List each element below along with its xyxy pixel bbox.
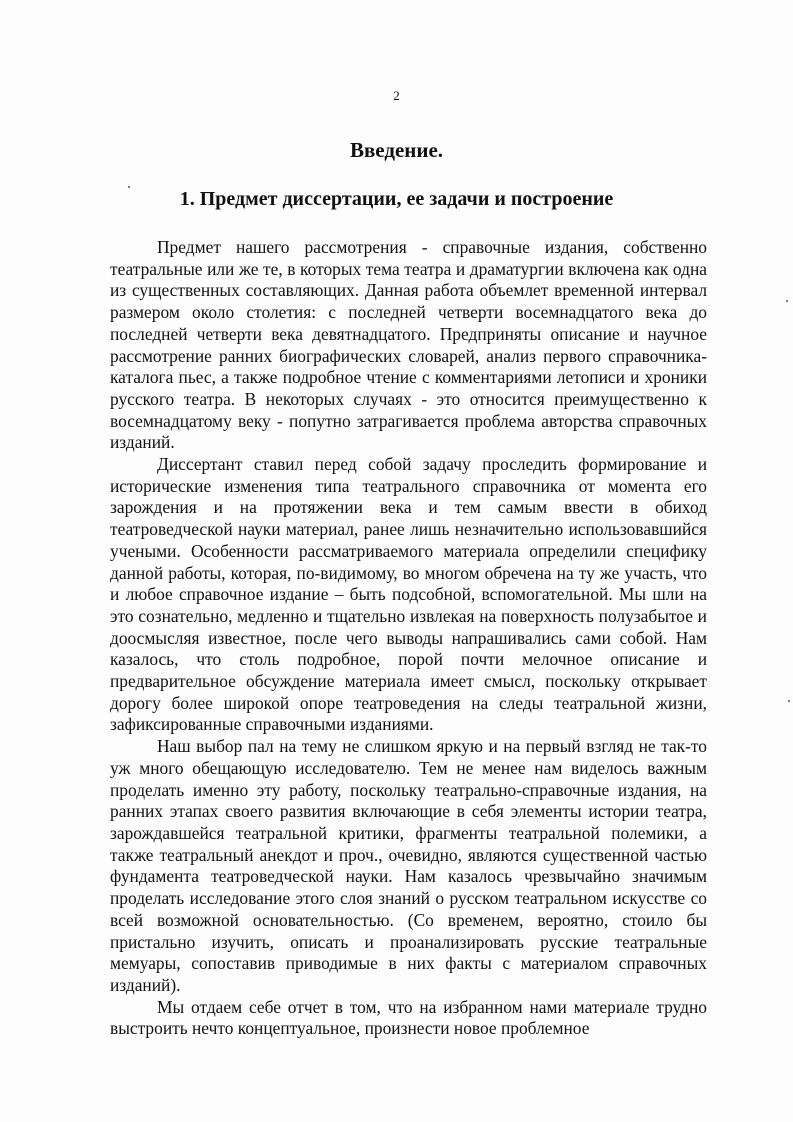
paragraph: Наш выбор пал на тему не слишком яркую и на первый взгляд не так-то уж много обещающую исследователю. Тем не менее нам виделось важным проделать именно эту работу, поскольку театрально-справочные издания, на ранних этапах своего развития включающие в себя элементы истории театра, зарождавшейся театральной критики, фрагменты театральной полемики, а также театральный анекдот и проч., очевидно, являются существенной частью фундамента театроведческой науки. Нам казалось чрезвычайно значимым проделать исследование этого слоя знаний о русском театральном искусстве со всей возможной основательностью. (Со временем, вероятно, стоило бы пристально изучить, описать и проанализировать русские театральные мемуары, сопоставив приводимые в них факты с материалом справочных изданий). [110,736,707,995]
page-title: Введение. [349,138,444,162]
section-heading: 1. Предмет диссертации, ее задачи и построение [179,188,614,210]
paragraph: Мы отдаем себе отчет в том, что на избранном нами материале трудно выстроить нечто концептуальное, произнести новое проблемное [110,996,707,1039]
scan-speck [128,186,130,188]
paragraph: Предмет нашего рассмотрения - справочные издания, собственно театральные или же те, в которых тема театра и драматургии включена как одна из существенных составляющих. Данная работа объемлет временной интервал размером около столетия: с последней четверти восемнадцатого века до последней четверти века девятнадцатого. Предприняты описание и научное рассмотрение ранних биографических словарей, анализ первого справочника-каталога пьес, а также подробное чтение с комментариями летописи и хроники русского театра. В некоторых случаях - это относится преимущественно к восемнадцатому веку - попутно затрагивается проблема авторства справочных изданий. [110,237,707,453]
body-text [110,237,707,1040]
page-number: 2 [393,88,400,103]
paragraph: Диссертант ставил перед собой задачу проследить формирование и исторические изменения типа театрального справочника от момента его зарождения и на протяжении века и тем самым ввести в обиход театроведческой науки материал, ранее лишь незначительно использовавшийся учеными. Особенности рассматриваемого материала определили специфику данной работы, которая, по-видимому, во многом обречена на ту же участь, что и любое справочное издание – быть подсобной, вспомогательной. Мы шли на это сознательно, медленно и тщательно извлекая на поверхность полузабытое и доосмысляя известное, после чего выводы напрашивались сами собой. Нам казалось, что столь подробное, порой почти мелочное описание и предварительное обсуждение материала имеет смысл, поскольку открывает дорогу более широкой опоре театроведения на следы театральной жизни, зафиксированные справочными изданиями. [110,454,707,735]
scan-speck [788,700,790,702]
scan-speck [786,300,788,302]
